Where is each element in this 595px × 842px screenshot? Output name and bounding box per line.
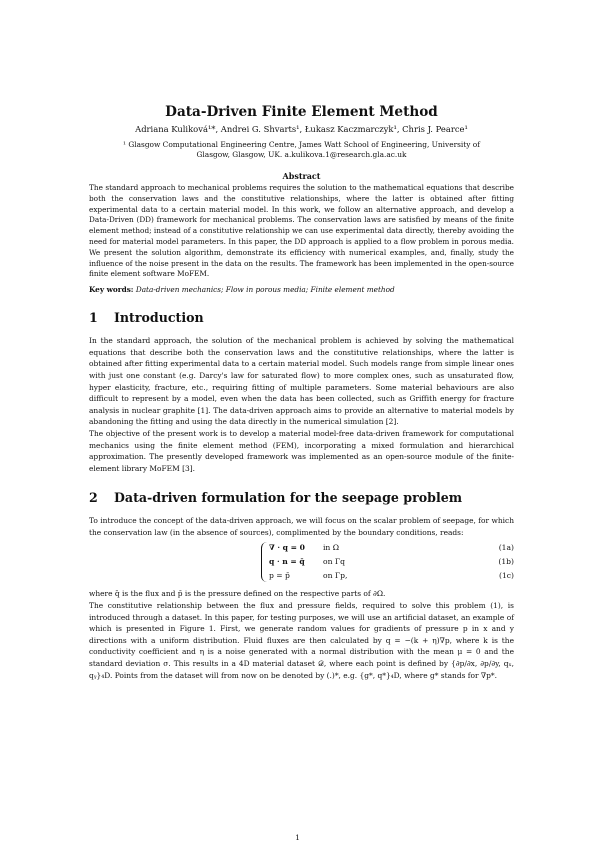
equation-lhs: q · n = q̄ [269,557,305,567]
paragraph: In the standard approach, the solution of the mechanical problem is achieved by solving the mathematical equations that describe both the conservation laws and the constitutive relationships, where the latter is obtained after fitting experimental data to a certain material model. Such models range from simple linear ones with just one constant (e.g. Darcy's law for saturated flow) to more complex ones, such as unsaturated flow, hyper elasticity, fracture, etc., requiring fitting of multiple parameters. Some material behaviours are also difficult to represent by a model, even when the data has been collected, such as Griffith energy for fracture analysis in nuclear graphite [1]. The data-driven approach aims to provide an alternative to material models by abandoning the fitting and using the data directly in the numerical simulation [2]. [89,336,514,427]
section-heading-formulation [89,490,514,505]
keywords [89,285,514,294]
equation-domain: in Ω [323,543,340,553]
equation-1a [269,542,339,554]
section-number: 2 [89,490,98,506]
equation-lhs: ∇ · q = 0 [269,543,305,553]
abstract-text: The standard approach to mechanical problems requires the solution to the mathematical equations that describe both the conservation laws and the constitutive relationships, where the latter is obtained after fitting experimental data to a certain material model. In this work, we follow an alternative approach, and develop a Data-Driven (DD) framework for mechanical problems. The conservation laws are satisfied by means of the finite element method; instead of a constitutive relationship we can use experimental data directly, thereby avoiding the need for material model parameters. In this paper, the DD approach is applied to a flow problem in porous media. We present the solution algorithm, demonstrate its efficiency with numerical examples, and, finally, study the influence of the noise present in the data on the results. The framework has been implemented in the open-source finite element software MoFEM. [89,183,514,279]
equation-lhs: p = p̄ [269,571,290,581]
paragraph: where q̄ is the flux and p̄ is the pressure defined on the respective parts of ∂Ω. [89,589,386,599]
equation-number: (1c) [498,571,514,581]
page-number: 1 [295,833,300,842]
keywords-label: Key words: [89,285,134,295]
equation-domain: on Γp, [323,571,348,581]
author-list: Adriana Kuliková¹*, Andrei G. Shvarts¹, Łukasz Kaczmarczyk¹, Chris J. Pearce¹ [135,124,468,134]
paper-title: Data-Driven Finite Element Method [165,104,438,120]
abstract-heading: Abstract [282,171,321,181]
keywords-list: Data-driven mechanics; Flow in porous media; Finite element method [135,285,395,295]
affiliation: ¹ Glasgow Computational Engineering Centre, James Watt School of Engineering, University of Glasgow, Glasgow, UK. a.kulikova.1@research.gla.ac.uk [123,140,480,159]
introduction-body [89,335,514,474]
equation-number: (1a) [498,543,514,553]
equation-domain: on Γq [323,557,346,567]
paragraph: The objective of the present work is to develop a material model-free data-driven framework for computational mechanics using the finite element method (FEM), incorporating a mixed formulation and hierarchical approximation. The presently developed framework was implemented as an open-source module of the finite-element library MoFEM [3]. [89,428,514,473]
equation-1b [269,556,345,568]
section-title: Data-driven formulation for the seepage problem [114,490,463,506]
paper-page [89,100,514,681]
paragraph: The constitutive relationship between the flux and pressure fields, required to solve this problem (1), is introduced through a dataset. In this paper, for testing purposes, we will use an artificial dataset, an example of which is presented in Figure 1. First, we generate random values for gradients of pressure p in x and y directions with a uniform distribution. Fluid fluxes are then calculated by q = −(k + η)∇p, where k is the conductivity coefficient and η is a noise generated with a normal distribution with the mean μ = 0 and the standard deviation σ. This results in a 4D material dataset 𝒟, where each point is defined by {∂p/∂x, ∂p/∂y, qₓ, qᵧ}₄D. Points from the dataset will from now on be denoted by (.)*, e.g. {g*, q*}₄D, where g* stands for ∇p*. [89,601,514,680]
paragraph: To introduce the concept of the data-driven approach, we will focus on the scalar problem of seepage, for which the conservation law (in the absence of sources), complimented by the boundary conditions, reads: [89,516,514,537]
left-brace-icon [261,542,268,582]
section-number: 1 [89,310,98,326]
equation-system-1 [89,542,514,584]
equation-1c [269,570,347,582]
section-title: Introduction [114,310,204,326]
equation-number: (1b) [498,557,514,567]
formulation-body [89,515,514,538]
section-heading-introduction [89,310,514,325]
formulation-body-continued [89,588,514,681]
